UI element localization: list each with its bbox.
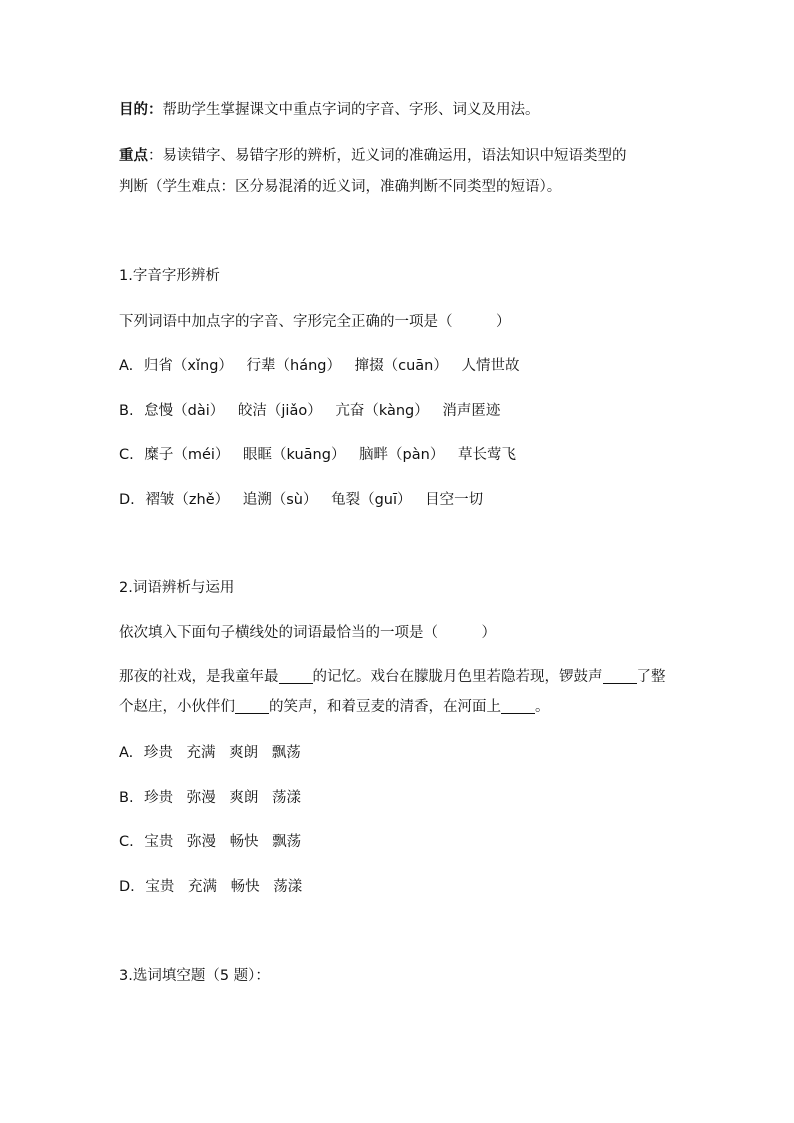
option-item: 眼眶（kuāng） xyxy=(243,447,346,463)
option-item: 归省（xǐng） xyxy=(143,358,233,374)
fill-blank-4 xyxy=(501,699,535,714)
option-letter: C. xyxy=(119,447,134,463)
option-letter: C. xyxy=(119,834,134,850)
purpose-text: 帮助学生掌握课文中重点字词的字音、字形、词义及用法。 xyxy=(162,102,540,118)
option-item: 爽朗 xyxy=(229,790,259,806)
option-letter: A. xyxy=(119,745,134,761)
section2-option-c xyxy=(119,832,301,852)
option-item: 脑畔（pàn） xyxy=(359,447,445,463)
focus-label: 重点 xyxy=(119,148,148,164)
section3-heading: 3.选词填空题（5 题）： xyxy=(119,968,270,984)
option-item: 宝贵 xyxy=(144,834,174,850)
option-item: 珍贵 xyxy=(143,745,173,761)
fill-blank-1 xyxy=(279,669,313,684)
option-letter: D. xyxy=(119,492,135,508)
option-letter: B. xyxy=(119,790,134,806)
option-item: 目空一切 xyxy=(425,492,484,508)
option-item: 皎洁（jiǎo） xyxy=(237,403,322,419)
option-item: 荡漾 xyxy=(273,879,303,895)
option-letter: A. xyxy=(119,358,134,374)
option-item: 草长莺飞 xyxy=(457,447,516,463)
section2-heading: 2.词语辨析与运用 xyxy=(119,580,235,596)
section1-option-d xyxy=(119,490,483,510)
section2-option-b xyxy=(119,788,301,808)
focus-line-1 xyxy=(119,146,627,166)
option-item: 畅快 xyxy=(230,879,260,895)
option-item: 消声匿迹 xyxy=(442,403,501,419)
option-item: 行辈（háng） xyxy=(246,358,341,374)
section2-option-d xyxy=(119,877,302,897)
option-item: 弥漫 xyxy=(186,790,216,806)
option-item: 充满 xyxy=(188,879,217,895)
passage-text: 那夜的社戏，是我童年最 xyxy=(119,669,279,685)
option-item: 褶皱（zhě） xyxy=(145,492,230,508)
focus-line-2 xyxy=(119,177,561,197)
option-item: 飘荡 xyxy=(272,834,302,850)
section1-question: 下列词语中加点字的字音、字形完全正确的一项是（ ） xyxy=(119,314,511,330)
passage-text: 的笑声，和着豆麦的清香，在河面上 xyxy=(269,699,501,715)
purpose-line xyxy=(119,100,540,120)
section1-option-c xyxy=(119,445,516,465)
section1-heading: 1.字音字形辨析 xyxy=(119,268,220,284)
option-item: 爽朗 xyxy=(229,745,259,761)
option-item: 充满 xyxy=(186,745,216,761)
section1-option-b xyxy=(119,401,500,421)
option-item: 宝贵 xyxy=(145,879,175,895)
section2-option-a xyxy=(119,743,301,763)
option-item: 追溯（sù） xyxy=(242,492,318,508)
fill-blank-2 xyxy=(603,669,637,684)
section2-question: 依次填入下面句子横线处的词语最恰当的一项是（ ） xyxy=(119,625,496,641)
option-item: 弥漫 xyxy=(186,834,216,850)
option-item: 荡漾 xyxy=(272,790,301,806)
fill-blank-3 xyxy=(235,699,269,714)
option-item: 龟裂（guī） xyxy=(331,492,412,508)
option-letter: D. xyxy=(119,879,135,895)
option-item: 糜子（méi） xyxy=(144,447,230,463)
passage-text: 。 xyxy=(535,699,550,715)
passage-text: 了整个赵庄，小伙伴们 xyxy=(119,669,666,715)
focus-text-2: 判断（学生难点：区分易混淆的近义词，准确判断不同类型的短语）。 xyxy=(119,179,562,195)
option-letter: B. xyxy=(119,403,134,419)
section1-option-a xyxy=(119,356,519,376)
option-item: 人情世故 xyxy=(461,358,520,374)
option-item: 飘荡 xyxy=(271,745,301,761)
option-item: 亢奋（kàng） xyxy=(335,403,429,419)
option-item: 畅快 xyxy=(229,834,259,850)
option-item: 怠慢（dài） xyxy=(144,403,225,419)
purpose-label: 目的： xyxy=(119,102,163,118)
section2-passage xyxy=(119,662,679,722)
focus-text-1: ：易读错字、易错字形的辨析，近义词的准确运用，语法知识中短语类型的 xyxy=(148,148,627,164)
option-item: 撺掇（cuān） xyxy=(354,358,448,374)
passage-text: 的记忆。戏台在朦胧月色里若隐若现，锣鼓声 xyxy=(312,669,603,685)
option-item: 珍贵 xyxy=(144,790,174,806)
